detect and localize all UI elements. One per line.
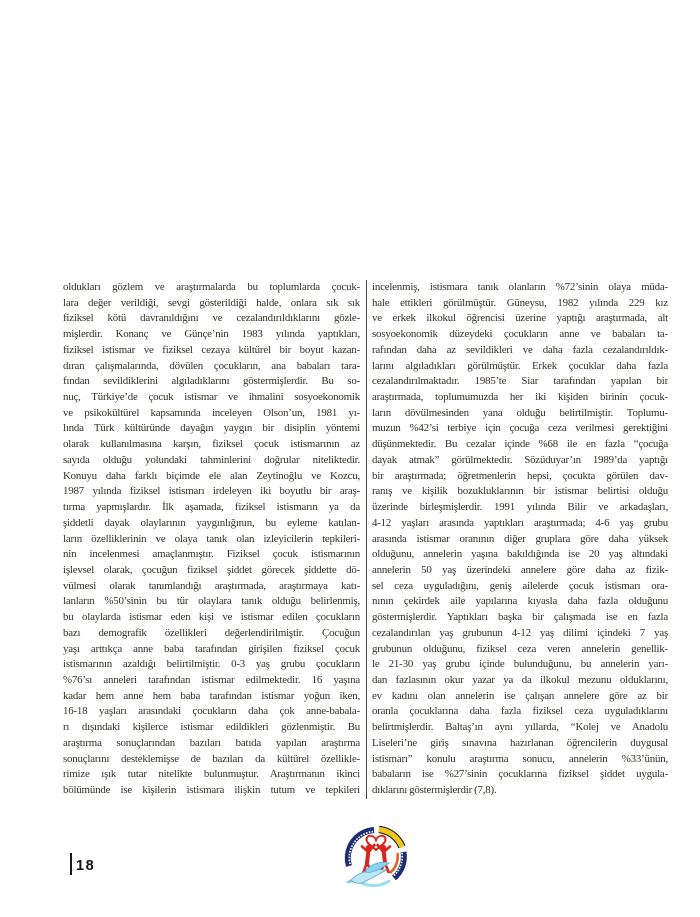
text-line: incelenmiş, istismara tanık olanların %72’sinin olaya müda- (372, 281, 668, 293)
text-line: sonuçlarını desteklemişse de bazıları da kültürel özellikle- (63, 752, 360, 765)
logo-orange-arc (390, 853, 398, 873)
text-line: ların özelliklerinin ve olaya tanık olan izleyicilerin tepkileri- (63, 532, 360, 545)
column-divider (366, 280, 367, 799)
text-line: sayıda olduğu yolundaki tahminlerini doğrular niteliktedir. (63, 453, 360, 466)
text-line: ve psikokültürel kapsamında inceleyen Olson’un, 1981 yı- (63, 406, 360, 419)
text-line: 4-12 yaşları arasında yaptıkları araştırmada; 4-6 yaş grubu (372, 516, 668, 529)
text-line: oranla çocuklarına daha fazla fiziksel ceza uyguladıklarını (372, 705, 668, 718)
text-line: annelerin 50 yaş üzerindeki annelere göre daha az fizik- (372, 563, 668, 576)
text-line: nin incelenmesi amaçlanmıştır. Fiziksel çocuk istismarının (63, 548, 360, 561)
text-line: arasında istismar oranının diğer gruplara göre daha yüksek (372, 532, 668, 545)
article-body (63, 280, 669, 799)
text-line: babaların ise %27’sinin çocuklarına fiziksel şiddet uygula- (372, 768, 668, 781)
text-line: bölümünde ise kişilerin istismara ilişkin tutum ve tepkileri (63, 784, 360, 796)
text-line: oldukları gözlem ve araştırmalarda bu toplumlarda çocuk- (63, 281, 360, 293)
text-line: düşünmektedir. Bu cezalar içinde %68 ile en fazla “çocuğa (372, 438, 668, 451)
text-line: sosyoekonomik düzeydeki çocukların anne ve babaları ta- (372, 328, 668, 341)
text-line: Konuyu daha farklı biçimde ele alan Zeytinoğlu ve Kozcu, (63, 469, 360, 482)
text-line: tırma yapmışlardır. İlk aşamada, fiziksel istismarın ya da (63, 501, 360, 514)
text-line: sel ceza uyguladığını, geniş ailelerde çocuk istismarı ora- (372, 579, 668, 592)
text-line: le 21-30 yaş grubu içinde bulunduğunu, bu annelerin yarı- (372, 658, 668, 671)
text-line: rafından daha az sevildikleri ve daha fazla cezalandırıldık- (372, 343, 668, 356)
page-number: 18 (76, 857, 96, 874)
text-line: nuç, Türkiye’de çocuk istismar ve ihmalini sosyoekonomik (63, 391, 360, 404)
text-line: olduğunu, annelerin yaşına bakıldığında ise 20 yaş altındaki (372, 548, 668, 561)
text-line: dan fazlasının okur yazar ya da ilkokul mezunu olduklarını, (372, 673, 668, 686)
foundation-logo (343, 825, 409, 893)
text-line: ev kadını olan annelerin ise çalışan annelere göre az bir (372, 689, 668, 702)
text-line: dıran çalışmalarında, dövülen çocukların, ana babaları tara- (63, 359, 360, 372)
text-line: %76’sı anneleri tarafından istismar edilmektedir. 16 yaşına (63, 673, 360, 686)
left-text-column (63, 280, 360, 799)
text-line: araştırma sonuçlarından bazıları batıda yapılan araştırma (63, 736, 360, 749)
text-line: fından sevildiklerini algıladıklarını göstermişlerdir. Bu so- (63, 375, 360, 388)
text-line: hale ettikleri görülmüştür. Güneysu, 1982 yılında 229 kız (372, 296, 668, 309)
text-line: göstermişlerdir. Yaptıkları başka bir çalışmada ise en fazla (372, 611, 668, 624)
text-line: rı dışındaki kişilerce istismar edildikleri gözlenmiştir. Bu (63, 721, 360, 734)
text-line: rimize ışık tutar nitelikte bulunmuştur. Araştırmanın ikinci (63, 768, 360, 781)
text-line: larını algıladıkları görülmüştür. Erkek çocuklar daha fazla (372, 359, 668, 372)
text-line: 1987 yılında fiziksel istismarı irdeleyen iki boyutlu bir araş- (63, 485, 360, 498)
text-line: fiziksel istismar ve fiziksel cezaya kültürel bir boyut kazan- (63, 343, 360, 356)
text-line: mişlerdir. Konanç ve Günçe’nin 1983 yılında yaptıkları, (63, 328, 360, 341)
text-line: bir araştırmada; öğretmenlerin hepsi, çocukta görülen dav- (372, 469, 668, 482)
text-line: Liseleri’ne giriş sınavına hazırlanan öğrencilerin duygusal (372, 736, 668, 749)
text-line: istismarı” konulu araştırma sonucu, annelerin %33’ünün, (372, 752, 668, 765)
text-line: lında Türk kültüründe dayağın yaygın bir disiplin yöntemi (63, 422, 360, 435)
text-line: işlevsel olarak, çocuğun fiziksel şiddet görecek şiddette dö- (63, 563, 360, 576)
text-line: cezalandırılmaktadır. 1985’te Siar tarafından yapılan bir (372, 375, 668, 388)
text-line: cezalandırılan yaş grubunun 4-12 yaş dilimi içindeki 7 yaş (372, 626, 668, 639)
text-line: belirtmişlerdir. Baltaş’ın aynı yıllarda, “Kolej ve Anadolu (372, 721, 668, 734)
text-line: lanların %50’sinin bu tür olaylara tanık olduğu belirlenmiş, (63, 595, 360, 608)
text-line: olarak kullanılmasına karşın, fiziksel çocuk istismarının az (63, 438, 360, 451)
text-line: ların dövülmesinden yana olduğu belirtilmiştir. Toplumu- (372, 406, 668, 419)
text-line: vülmesi olarak tanımlandığı araştırmada, araştırmaya katı- (63, 579, 360, 592)
right-text-column (372, 280, 668, 799)
text-line: kadar hem anne hem baba tarafından istismar yoğun iken, (63, 689, 360, 702)
text-line: dıklarını göstermişlerdir (7,8). (372, 784, 497, 796)
text-line: lara değer verildiği, sevgi gösterildiği halde, onlara sık sık (63, 296, 360, 309)
text-line: araştırmada, toplumumuzda her iki kişiden birinin çocuk- (372, 391, 668, 404)
text-line: bazı demografik özellikleri değerlendirilmiştir. Çocuğun (63, 626, 360, 639)
text-line: üzerinde birleşmişlerdir. 1991 yılında Bilir ve arkadaşları, (372, 501, 668, 514)
text-line: fiziksel kötü davranıldığını ve cezalandırıldıklarını gözle- (63, 312, 360, 325)
page-footer (70, 853, 95, 875)
text-line: 16-18 yaşları arasındaki çocukların daha çok anne-babala- (63, 705, 360, 718)
text-line: muzun %42’si terbiye için çocuğa ceza verilmesi gerektiğini (372, 422, 668, 435)
text-line: şiddetli dayak olaylarının yaygınlığının, bu eyleme katılan- (63, 516, 360, 529)
page-number-bar (70, 853, 72, 875)
text-line: dayak atmak” görülmektedir. Sözüduyar’ın 1989’da yaptığı (372, 453, 668, 466)
text-line: bu olaylarda istismar eden kişi ve istismar edilen çocukların (63, 611, 360, 624)
text-line: ranış ve kişilik bozukluklarının bir istismar belirtisi olduğu (372, 485, 668, 498)
text-line: yaşı arttıkça anne baba tarafından girişilen fiziksel çocuk (63, 642, 360, 655)
text-line: grubunun olduğunu, fiziksel ceza veren annelerin genellik- (372, 642, 668, 655)
text-line: istismarının azaldığı belirtilmiştir. 0-3 yaş grubu çocukların (63, 658, 360, 671)
text-line: ve erkek ilkokul öğrencisi üzerine yaptığı araştırmada, alt (372, 312, 668, 325)
text-line: nının çekirdek aile yapılarına kıyasla daha fazla olduğunu (372, 595, 668, 608)
